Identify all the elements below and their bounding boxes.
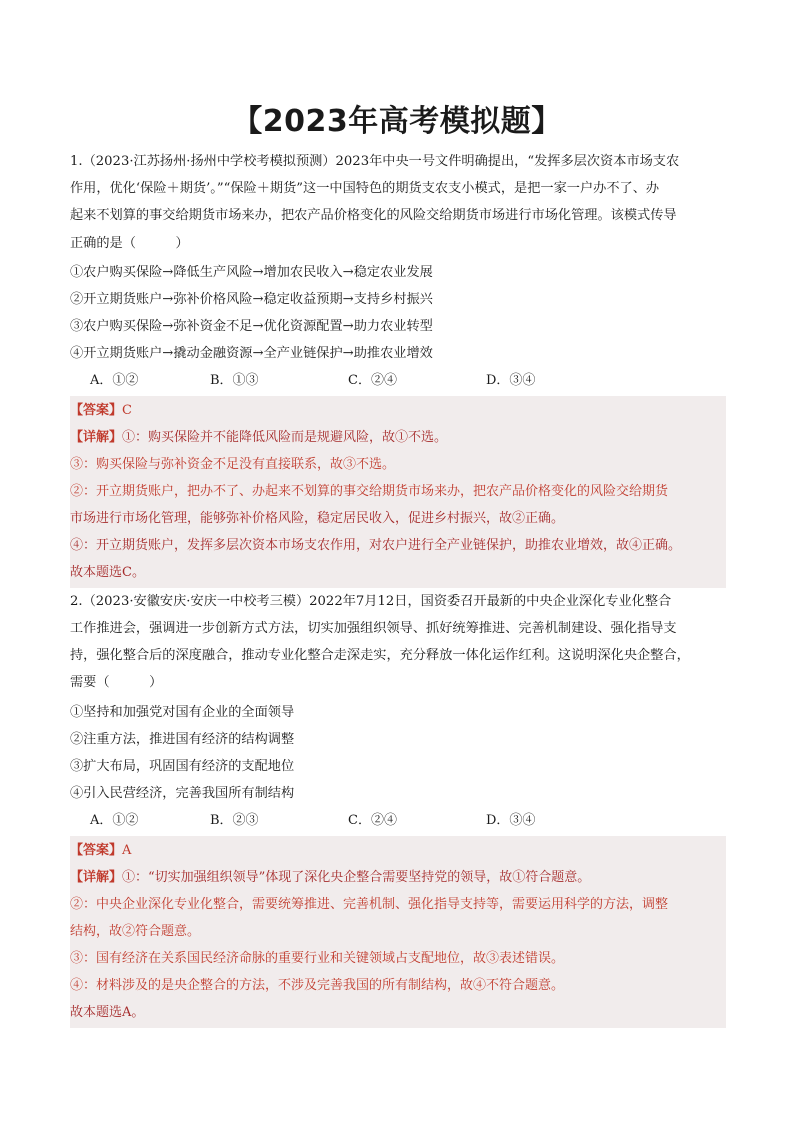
detail-text: ③：购买保险与弥补资金不足没有直接联系，故③不选。 bbox=[70, 456, 396, 472]
question-1-option: ②开立期货账户→弥补价格风险→稳定收益预期→支持乡村振兴 bbox=[70, 291, 433, 307]
detail-label: 【详解】 bbox=[70, 429, 123, 445]
page-title: 【2023年高考模拟题】 bbox=[232, 104, 562, 139]
question-1-stem-line: 1.（2023·江苏扬州·扬州中学校考模拟预测）2023年中央一号文件明确提出，“发挥多层次资本市场支农 bbox=[70, 154, 680, 169]
answer-line bbox=[70, 837, 726, 864]
question-2-option: ①坚持和加强党对国有企业的全面领导 bbox=[70, 704, 295, 720]
detail-text: 市场进行市场化管理，能够弥补价格风险，稳定居民收入，促进乡村振兴，故②正确。 bbox=[70, 510, 565, 526]
choice-a: A．①② bbox=[90, 812, 139, 828]
question-2-option: ③扩大布局，巩固国有经济的支配地位 bbox=[70, 758, 295, 774]
question-2-choices bbox=[70, 807, 726, 834]
choice-c: C．②④ bbox=[348, 812, 397, 828]
answer-label: 【答案】 bbox=[70, 402, 123, 418]
detail-text: ②：开立期货账户，把办不了、办起来不划算的事交给期货市场来办，把农产品价格变化的风险交给期货 bbox=[70, 483, 669, 499]
detail-text: ①：“切实加强组织领导”体现了深化央企整合需要坚持党的领导，故①符合题意。 bbox=[122, 869, 591, 885]
content bbox=[70, 148, 726, 1028]
question-1-choices bbox=[70, 367, 726, 394]
detail-text: ②：中央企业深化专业化整合，需要统筹推进、完善机制、强化指导支持等，需要运用科学的方法，调整 bbox=[70, 896, 669, 912]
choice-a: A．①② bbox=[90, 372, 139, 388]
detail-text: ③：国有经济在关系国民经济命脉的重要行业和关键领域占支配地位，故③表述错误。 bbox=[70, 950, 565, 966]
question-1-stem-line: 作用，优化‘保险＋期货’。”“保险＋期货”这一中国特色的期货支农支小模式，是把一家一户办不了、办 bbox=[70, 181, 660, 197]
question-1-stem-line: 起来不划算的事交给期货市场来办，把农产品价格变化的风险交给期货市场进行市场化管理。该模式传导 bbox=[70, 208, 677, 224]
detail-text: 结构，故②符合题意。 bbox=[70, 923, 201, 939]
question-1-option: ④开立期货账户→撬动金融资源→全产业链保护→助推农业增效 bbox=[70, 345, 433, 361]
question-1-option: ③农户购买保险→弥补资金不足→优化资源配置→助力农业转型 bbox=[70, 318, 433, 334]
answer-label: 【答案】 bbox=[70, 842, 123, 858]
choice-b: B．①③ bbox=[210, 372, 259, 388]
question-1-stem-line: 正确的是（ ） bbox=[70, 235, 189, 251]
choice-b: B．②③ bbox=[210, 812, 259, 828]
detail-text: 故本题选C。 bbox=[70, 564, 145, 580]
question-1-option: ①农户购买保险→降低生产风险→增加农民收入→稳定农业发展 bbox=[70, 264, 433, 280]
detail-text: ①：购买保险并不能降低风险而是规避风险，故①不选。 bbox=[122, 429, 448, 445]
question-2-stem-line: 2.（2023·安徽安庆·安庆一中校考三模）2022年7月12日，国资委召开最新的中央企业深化专业化整合 bbox=[70, 593, 672, 609]
detail-label: 【详解】 bbox=[70, 869, 123, 885]
question-1 bbox=[70, 148, 726, 588]
choice-d: D．③④ bbox=[486, 372, 536, 388]
detail-line bbox=[70, 864, 726, 891]
detail-text: ④：材料涉及的是央企整合的方法，不涉及完善我国的所有制结构，故④不符合题意。 bbox=[70, 977, 565, 993]
question-2-answer-block bbox=[70, 836, 726, 1028]
choice-c: C．②④ bbox=[348, 372, 397, 388]
question-1-answer-block bbox=[70, 396, 726, 588]
question-2-stem-line: 需要（ ） bbox=[70, 675, 163, 691]
answer-value: A bbox=[122, 842, 132, 858]
detail-text: 故本题选A。 bbox=[70, 1004, 145, 1020]
question-2-stem-line: 持，强化整合后的深度融合，推动专业化整合走深走实，充分释放一体化运作红利。这说明深化央企整合， bbox=[70, 648, 690, 664]
question-2 bbox=[70, 588, 726, 1028]
detail-line bbox=[70, 424, 726, 451]
answer-line bbox=[70, 397, 726, 424]
detail-text: ④：开立期货账户，发挥多层次资本市场支农作用，对农户进行全产业链保护，助推农业增效，故④正确。 bbox=[70, 537, 682, 553]
question-2-stem-line: 工作推进会，强调进一步创新方式方法，切实加强组织领导、抓好统筹推进、完善机制建设、强化指导支 bbox=[70, 621, 677, 637]
choice-d: D．③④ bbox=[486, 812, 536, 828]
question-2-option: ②注重方法，推进国有经济的结构调整 bbox=[70, 731, 295, 747]
answer-value: C bbox=[122, 402, 132, 418]
question-2-option: ④引入民营经济，完善我国所有制结构 bbox=[70, 785, 295, 801]
